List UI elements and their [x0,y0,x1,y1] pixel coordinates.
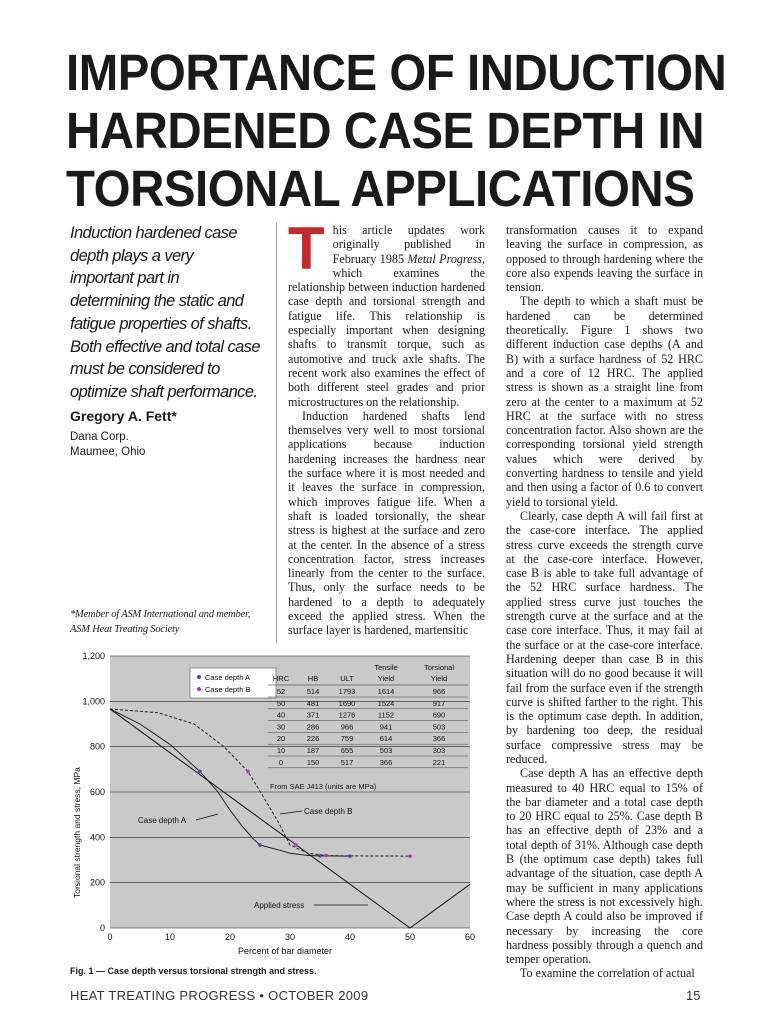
annotation-case-depth-a: Case depth A [138,816,187,825]
data-point-case-b [294,843,298,847]
x-tick-label: 10 [164,932,176,942]
y-tick-label: 800 [89,741,105,752]
y-tick-label: 1,000 [82,696,105,707]
table-cell: 1524 [377,698,395,708]
table-cell: 303 [432,746,446,755]
figure-caption: Fig. 1 — Case depth versus torsional strength and stress. [70,966,317,976]
y-tick-label: 400 [89,832,105,843]
table-header: HRC [272,674,290,683]
paragraph: The depth to which a shaft must be hardened can be determined theoretically. Figure 1 shows two different induction case depths (A and B) with a surface hardness of 52 HRC and a core of 12 HRC. The applied stress is shown as a straight line from zero at the center to a maximum at 52 HRC at the surface with no stress concentration factor. Also shown are the corresponding torsional yield strength values which were derived by converting hardness to tensile and yield and then using a factor of 0.6 to convert yield to torsional yield. [506,294,703,509]
data-point-case-a [198,770,202,774]
y-tick-label: 200 [89,877,105,888]
table-cell: 966 [432,687,446,696]
article-column-middle [288,215,485,638]
legend-label-a: Case depth A [205,673,251,682]
x-tick-label: 60 [464,932,476,942]
table-header: Torsional [423,663,455,672]
table-cell: 517 [340,757,354,767]
table-cell: 221 [432,757,446,767]
deck-line: Induction hardened case [70,224,237,242]
deck-line: optimize shaft performance. [70,382,258,401]
table-header: Yield [430,674,448,683]
table-cell: 0 [278,757,284,767]
table-cell: 1276 [338,710,356,720]
paragraph: Case depth A has an effective depth measured to 40 HRC equal to 15% of the bar diameter and a total case depth to 20 HRC equal to 25%. Case depth B has an effective depth of 23% and a total depth of 31%. Although case depth B (the optimum case depth) takes full advantage of the situation, case depth A may be sufficient in many applications where the stress is not excessively high. Case depth A could also be improved if necessary by increasing the core hardness possibly through a quench and temper operation. [506,766,703,967]
x-axis-label: Percent of bar diameter [238,946,333,956]
y-axis-label: Torsional strength and stress, MPa [72,767,82,898]
affiliation-line: Maumee, Ohio [70,446,146,458]
title-line: TORSIONAL APPLICATIONS [66,160,695,217]
deck-line: determining the static and [70,292,244,311]
table-cell: 917 [432,698,446,708]
table-cell: 655 [340,746,354,755]
table-cell: 50 [276,698,286,708]
x-tick-label: 30 [284,932,296,942]
table-cell: 503 [432,722,446,732]
table-cell: 366 [379,757,393,767]
data-point-case-b [246,770,250,774]
deck-line: must be considered to [70,360,220,379]
table-cell: 30 [276,722,286,732]
table-cell: 187 [306,746,320,755]
data-point-case-a [258,843,262,847]
table-cell: 40 [276,710,286,720]
x-tick-label: 0 [107,932,113,942]
legend-label-b: Case depth B [205,685,251,694]
drop-cap: T [288,215,325,282]
paragraph: transformation causes it to expand leaving the surface in compression, as opposed to through hardening where the core also expends leaving the surface in tension. [506,223,703,295]
footnote-line: ASM Heat Treating Society [70,623,180,635]
paragraph: Clearly, case depth A will fail first at the case-core interface. The applied stress curve exceeds the strength curve at the case-core interface. However, case B is able to take full advantage of the 52 HRC surface hardness. The applied stress curve just touches the strength curve at the surface and at the case core interface. Thus, it may fail at the surface or at the case-core interface. Hardening deeper than case B in this situation will do no good because it will fail from the surface even if the strength curve is shifted farther to the right. This is the optimum case depth. In addition, by hardening too deep, the residual surface compressive stress may be reduced. [506,508,703,766]
y-tick-label: 600 [89,787,105,797]
table-cell: 503 [379,746,393,755]
annotation-applied-stress: Applied stress [254,901,305,910]
table-header: Yield [377,674,395,683]
y-tick-label: 1,200 [82,651,105,661]
footnote-line: *Member of ASM International and member, [70,609,251,620]
data-point-case-a [348,854,352,858]
author-footnote [70,608,275,637]
table-source-note: From SAE J413 (units are MPa) [270,782,377,791]
annotation-case-depth-b: Case depth B [304,807,353,816]
author-affiliation [70,430,145,460]
table-cell: 514 [306,687,320,696]
x-tick-label: 50 [404,932,416,942]
deck-line: fatigue properties of shafts. [70,314,252,333]
table-cell: 481 [306,698,320,708]
affiliation-line: Dana Corp. [70,431,129,443]
table-cell: 150 [306,757,320,767]
page-number: 15 [686,988,701,1003]
data-point-case-b [324,854,328,858]
figure-chart [68,650,480,966]
table-cell: 20 [276,734,286,744]
paragraph: Induction hardened shafts lend themselves very well to most torsional applications because induction hardening increases the hardness near the surface where it is most needed and it leaves the surface in compression, which improves fatigue life. When a shaft is loaded torsionally, the shear stress is highest at the surface and zero at the center. In the absence of a stress concentration factor, stress increases linearly from the center to the surface. Thus, only the surface needs to be hardened to a depth to adequately exceed the applied stress. When the surface layer is hardened, martensitic [288,408,485,638]
table-cell: 759 [340,734,354,744]
table-cell: 10 [276,746,286,755]
article-title [66,44,727,218]
x-tick-label: 40 [344,932,356,942]
legend-marker-b [197,687,201,691]
author-name: Gregory A. Fett* [70,408,177,424]
table-cell: 1690 [338,698,356,708]
table-header: ULT [340,674,354,683]
column-divider [276,223,277,643]
running-footer: HEAT TREATING PROGRESS • OCTOBER 2009 [70,988,369,1003]
table-cell: 966 [340,722,354,732]
table-cell: 1614 [377,687,395,696]
deck-line: Both effective and total case [70,337,260,356]
table-cell: 366 [432,734,446,744]
table-cell: 1152 [377,710,395,720]
data-point-case-b [408,854,412,858]
table-header: Tensile [374,663,398,672]
table-cell: 941 [379,722,393,732]
table-cell: 690 [432,710,446,720]
paragraph: To examine the correlation of actual [520,966,695,981]
data-point-case-a [318,854,322,858]
table-cell: 371 [306,710,320,720]
article-column-right [506,223,703,981]
deck-line: important part in [70,269,180,288]
table-cell: 226 [306,734,320,744]
legend-marker-a [197,675,201,679]
title-line: IMPORTANCE OF INDUCTION [66,44,727,101]
paragraph: This article updates work originally published in February 1985 Metal Progress, which examines the relationship between induction hardened case depth and torsional strength and fatigue life. This relationship is especially important when designing shafts to transmit torque, such as automotive and truck axle shafts. The recent work also examines the effect of both different steel grades and prior microstructures on the relationship. [288,215,485,409]
table-header: HB [307,674,319,683]
article-deck [70,222,270,404]
table-cell: 286 [306,722,320,732]
table-cell: 614 [379,734,393,744]
table-cell: 1793 [338,687,356,696]
x-tick-label: 20 [224,932,236,942]
y-tick-label: 0 [99,923,105,933]
deck-line: depth plays a very [70,246,194,265]
table-cell: 52 [276,687,286,696]
title-line: HARDENED CASE DEPTH IN [66,102,705,159]
